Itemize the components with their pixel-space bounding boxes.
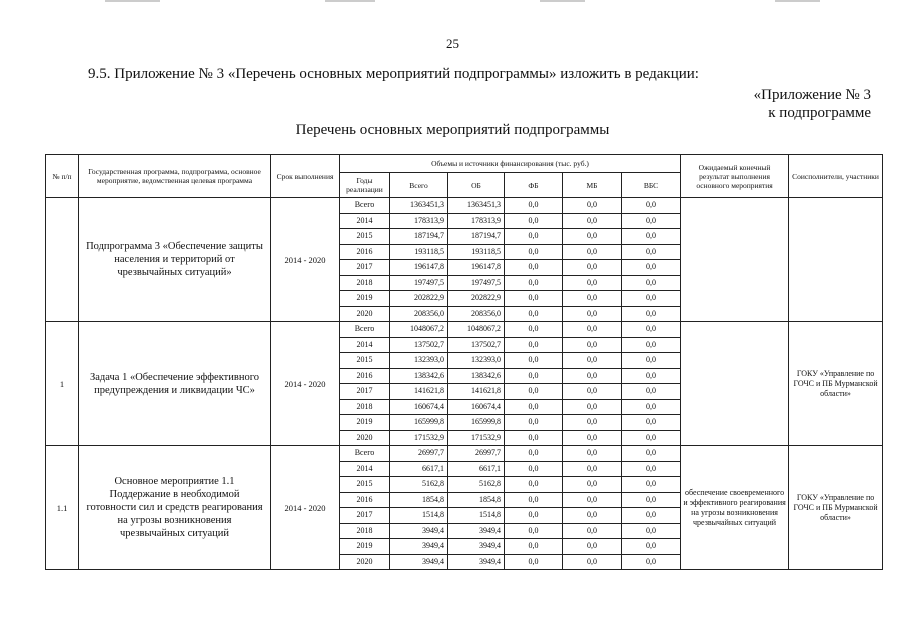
cell-mb: 0,0: [563, 446, 622, 462]
cell-total: 1854,8: [390, 492, 448, 508]
cell-mb: 0,0: [563, 508, 622, 524]
cell-fb: 0,0: [505, 430, 563, 446]
cell-ob: 208356,0: [448, 306, 505, 322]
cell-total: 3949,4: [390, 539, 448, 555]
cell-vbs: 0,0: [622, 291, 681, 307]
activities-table: [45, 154, 883, 570]
cell-year: 2014: [340, 461, 390, 477]
cell-mb: 0,0: [563, 368, 622, 384]
cell-mb: 0,0: [563, 244, 622, 260]
cell-ob: 3949,4: [448, 554, 505, 570]
cell-vbs: 0,0: [622, 446, 681, 462]
cell-fb: 0,0: [505, 508, 563, 524]
cell-mb: 0,0: [563, 306, 622, 322]
cell-vbs: 0,0: [622, 322, 681, 338]
cell-mb: 0,0: [563, 539, 622, 555]
cell-ob: 165999,8: [448, 415, 505, 431]
cell-mb: 0,0: [563, 229, 622, 245]
cell-fb: 0,0: [505, 260, 563, 276]
table-body: [46, 198, 883, 570]
cell-ob: 1363451,3: [448, 198, 505, 214]
cell-year: 2015: [340, 353, 390, 369]
cell-year: Всего: [340, 446, 390, 462]
row-number: 1.1: [46, 446, 79, 570]
cell-year: 2015: [340, 477, 390, 493]
cell-year: 2014: [340, 337, 390, 353]
cell-ob: 193118,5: [448, 244, 505, 260]
cell-ob: 1514,8: [448, 508, 505, 524]
cell-fb: 0,0: [505, 415, 563, 431]
cell-vbs: 0,0: [622, 399, 681, 415]
cell-total: 3949,4: [390, 523, 448, 539]
scan-mark: [775, 0, 820, 2]
cell-total: 141621,8: [390, 384, 448, 400]
cell-year: 2014: [340, 213, 390, 229]
header-result: Ожидаемый конечный результат выполнения основного мероприятия: [681, 155, 789, 198]
cell-year: 2017: [340, 260, 390, 276]
cell-mb: 0,0: [563, 384, 622, 400]
co-executors: [789, 198, 883, 322]
cell-fb: 0,0: [505, 353, 563, 369]
cell-year: 2017: [340, 508, 390, 524]
scan-mark: [105, 0, 160, 2]
cell-fb: 0,0: [505, 368, 563, 384]
cell-total: 160674,4: [390, 399, 448, 415]
cell-ob: 196147,8: [448, 260, 505, 276]
cell-ob: 6617,1: [448, 461, 505, 477]
cell-mb: 0,0: [563, 492, 622, 508]
cell-year: 2020: [340, 430, 390, 446]
cell-total: 3949,4: [390, 554, 448, 570]
cell-ob: 171532,9: [448, 430, 505, 446]
cell-total: 196147,8: [390, 260, 448, 276]
cell-year: 2016: [340, 368, 390, 384]
cell-fb: 0,0: [505, 539, 563, 555]
cell-vbs: 0,0: [622, 353, 681, 369]
cell-year: 2015: [340, 229, 390, 245]
cell-vbs: 0,0: [622, 539, 681, 555]
cell-year: 2019: [340, 415, 390, 431]
expected-result: [681, 322, 789, 446]
cell-total: 193118,5: [390, 244, 448, 260]
cell-vbs: 0,0: [622, 430, 681, 446]
cell-vbs: 0,0: [622, 415, 681, 431]
cell-year: 2016: [340, 492, 390, 508]
appendix-line-1: «Приложение № 3: [753, 87, 871, 103]
cell-fb: 0,0: [505, 554, 563, 570]
cell-total: 187194,7: [390, 229, 448, 245]
cell-total: 178313,9: [390, 213, 448, 229]
cell-vbs: 0,0: [622, 244, 681, 260]
activity-term: 2014 - 2020: [271, 198, 340, 322]
cell-total: 1514,8: [390, 508, 448, 524]
cell-year: 2018: [340, 399, 390, 415]
cell-fb: 0,0: [505, 322, 563, 338]
row-number: [46, 198, 79, 322]
cell-ob: 187194,7: [448, 229, 505, 245]
cell-mb: 0,0: [563, 430, 622, 446]
table-row: [46, 198, 883, 214]
co-executors: ГОКУ «Управление по ГОЧС и ПБ Мурманской области»: [789, 446, 883, 570]
co-executors: ГОКУ «Управление по ГОЧС и ПБ Мурманской области»: [789, 322, 883, 446]
cell-mb: 0,0: [563, 477, 622, 493]
cell-fb: 0,0: [505, 461, 563, 477]
cell-vbs: 0,0: [622, 492, 681, 508]
cell-mb: 0,0: [563, 337, 622, 353]
cell-year: Всего: [340, 198, 390, 214]
cell-vbs: 0,0: [622, 508, 681, 524]
cell-total: 138342,6: [390, 368, 448, 384]
cell-total: 1048067,2: [390, 322, 448, 338]
cell-vbs: 0,0: [622, 306, 681, 322]
table-row: [46, 322, 883, 338]
cell-mb: 0,0: [563, 523, 622, 539]
scan-edge-marks: [0, 0, 905, 6]
cell-ob: 1048067,2: [448, 322, 505, 338]
cell-year: Всего: [340, 322, 390, 338]
expected-result: обеспечение своевременного и эффективного реагирования на угрозы возникновения чрезвычайных ситуаций: [681, 446, 789, 570]
cell-fb: 0,0: [505, 523, 563, 539]
cell-vbs: 0,0: [622, 523, 681, 539]
cell-ob: 26997,7: [448, 446, 505, 462]
cell-vbs: 0,0: [622, 477, 681, 493]
cell-total: 132393,0: [390, 353, 448, 369]
cell-year: 2018: [340, 523, 390, 539]
cell-ob: 5162,8: [448, 477, 505, 493]
cell-year: 2016: [340, 244, 390, 260]
cell-total: 197497,5: [390, 275, 448, 291]
cell-mb: 0,0: [563, 415, 622, 431]
cell-year: 2020: [340, 554, 390, 570]
cell-ob: 1854,8: [448, 492, 505, 508]
cell-fb: 0,0: [505, 446, 563, 462]
header-years: Годы реализации: [340, 173, 390, 198]
cell-fb: 0,0: [505, 275, 563, 291]
cell-vbs: 0,0: [622, 337, 681, 353]
cell-vbs: 0,0: [622, 213, 681, 229]
cell-fb: 0,0: [505, 306, 563, 322]
section-heading: 9.5. Приложение № 3 «Перечень основных мероприятий подпрограммы» изложить в редакции:: [88, 66, 699, 82]
cell-vbs: 0,0: [622, 368, 681, 384]
cell-year: 2020: [340, 306, 390, 322]
cell-year: 2019: [340, 291, 390, 307]
cell-total: 202822,9: [390, 291, 448, 307]
cell-ob: 137502,7: [448, 337, 505, 353]
cell-ob: 3949,4: [448, 539, 505, 555]
cell-vbs: 0,0: [622, 275, 681, 291]
cell-fb: 0,0: [505, 198, 563, 214]
cell-vbs: 0,0: [622, 229, 681, 245]
appendix-line-2: к подпрограмме: [768, 105, 871, 121]
cell-total: 165999,8: [390, 415, 448, 431]
cell-year: 2018: [340, 275, 390, 291]
cell-mb: 0,0: [563, 399, 622, 415]
cell-ob: 160674,4: [448, 399, 505, 415]
cell-ob: 132393,0: [448, 353, 505, 369]
cell-ob: 3949,4: [448, 523, 505, 539]
cell-mb: 0,0: [563, 291, 622, 307]
cell-mb: 0,0: [563, 353, 622, 369]
cell-mb: 0,0: [563, 260, 622, 276]
cell-ob: 138342,6: [448, 368, 505, 384]
cell-mb: 0,0: [563, 275, 622, 291]
cell-fb: 0,0: [505, 337, 563, 353]
cell-fb: 0,0: [505, 229, 563, 245]
cell-fb: 0,0: [505, 213, 563, 229]
header-vbs: ВБС: [622, 173, 681, 198]
header-name: Государственная программа, подпрограмма, основное мероприятие, ведомственная целевая программа: [79, 155, 271, 198]
cell-total: 5162,8: [390, 477, 448, 493]
cell-year: 2019: [340, 539, 390, 555]
cell-ob: 141621,8: [448, 384, 505, 400]
header-funding: Объемы и источники финансирования (тыс. руб.): [340, 155, 681, 173]
scan-mark: [325, 0, 375, 2]
cell-mb: 0,0: [563, 322, 622, 338]
header-executors: Соисполнители, участники: [789, 155, 883, 198]
cell-total: 137502,7: [390, 337, 448, 353]
activity-term: 2014 - 2020: [271, 446, 340, 570]
cell-mb: 0,0: [563, 461, 622, 477]
cell-vbs: 0,0: [622, 554, 681, 570]
cell-total: 6617,1: [390, 461, 448, 477]
cell-fb: 0,0: [505, 492, 563, 508]
cell-mb: 0,0: [563, 198, 622, 214]
appendix-label: [754, 86, 871, 122]
header-term: Срок выполнения: [271, 155, 340, 198]
header-total: Всего: [390, 173, 448, 198]
cell-vbs: 0,0: [622, 260, 681, 276]
cell-vbs: 0,0: [622, 384, 681, 400]
header-mb: МБ: [563, 173, 622, 198]
table-row: [46, 446, 883, 462]
cell-ob: 202822,9: [448, 291, 505, 307]
cell-year: 2017: [340, 384, 390, 400]
header-num: № п/п: [46, 155, 79, 198]
activity-name: Задача 1 «Обеспечение эффективного предупреждения и ликвидации ЧС»: [79, 322, 271, 446]
cell-fb: 0,0: [505, 384, 563, 400]
cell-total: 1363451,3: [390, 198, 448, 214]
header-fb: ФБ: [505, 173, 563, 198]
cell-vbs: 0,0: [622, 198, 681, 214]
cell-mb: 0,0: [563, 213, 622, 229]
cell-fb: 0,0: [505, 291, 563, 307]
cell-ob: 197497,5: [448, 275, 505, 291]
cell-total: 171532,9: [390, 430, 448, 446]
activity-term: 2014 - 2020: [271, 322, 340, 446]
cell-total: 208356,0: [390, 306, 448, 322]
activity-name: Подпрограмма 3 «Обеспечение защиты населения и территорий от чрезвычайных ситуаций»: [79, 198, 271, 322]
activity-name: Основное мероприятие 1.1 Поддержание в необходимой готовности сил и средств реагирования на угрозы возникновения чрезвычайных ситуаций: [79, 446, 271, 570]
cell-mb: 0,0: [563, 554, 622, 570]
cell-fb: 0,0: [505, 477, 563, 493]
header-ob: ОБ: [448, 173, 505, 198]
page-number: 25: [446, 36, 459, 51]
cell-ob: 178313,9: [448, 213, 505, 229]
row-number: 1: [46, 322, 79, 446]
expected-result: [681, 198, 789, 322]
cell-vbs: 0,0: [622, 461, 681, 477]
cell-fb: 0,0: [505, 399, 563, 415]
scan-mark: [540, 0, 585, 2]
cell-total: 26997,7: [390, 446, 448, 462]
table-title: Перечень основных мероприятий подпрограммы: [295, 122, 610, 138]
cell-fb: 0,0: [505, 244, 563, 260]
